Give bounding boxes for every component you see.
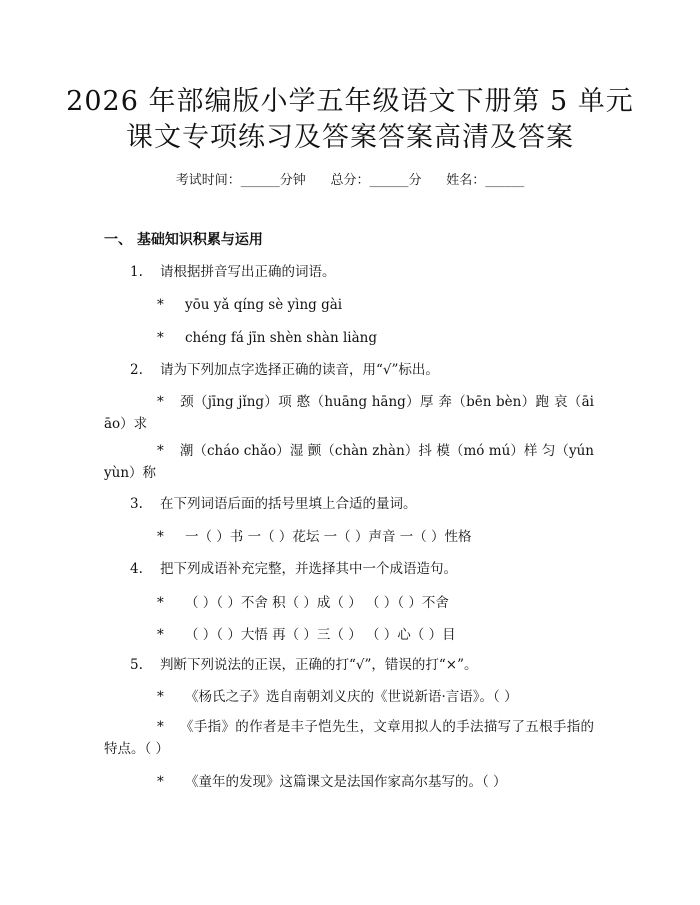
question-number: 5. <box>130 657 143 673</box>
question-text: 请根据拼音写出正确的词语。 <box>160 264 336 280</box>
question-text: 判断下列说法的正误，正确的打“√”，错误的打“×”。 <box>160 657 478 673</box>
bullet: * <box>157 297 164 313</box>
pronunciation-item <box>104 440 594 484</box>
bullet: * <box>157 394 164 410</box>
pinyin-item: yōu yǎ qíng sè yìng gài <box>185 297 343 313</box>
true-false-text: 《手指》的作者是丰子恺先生，文章用拟人的手法描写了五根手指的特点。（ ） <box>104 719 594 757</box>
question-number: 3. <box>130 496 143 512</box>
bullet: * <box>157 330 164 346</box>
question-text: 把下列成语补充完整，并选择其中一个成语造句。 <box>160 561 457 577</box>
pinyin-item: chéng fá jīn shèn shàn liàng <box>185 330 377 346</box>
bullet: * <box>157 774 164 790</box>
true-false-item <box>104 716 594 760</box>
true-false-item: 《杨氏之子》选自南朝刘义庆的《世说新语·言语》。（ ） <box>185 689 518 705</box>
bullet: * <box>157 719 164 735</box>
section-heading: 一、 基础知识积累与运用 <box>104 232 263 248</box>
bullet: * <box>157 689 164 705</box>
pronunciation-text: 颈（jīng jǐng）项 憨（huāng hāng）厚 奔（bēn bèn）跑 哀（āi āo）求 <box>104 394 594 432</box>
question-number: 2. <box>130 362 143 378</box>
document-title-line-1: 2026 年部编版小学五年级语文下册第 5 单元 <box>66 86 634 117</box>
question-text: 请为下列加点字选择正确的读音，用“√”标出。 <box>160 362 439 378</box>
true-false-item: 《童年的发现》这篇课文是法国作家高尔基写的。（ ） <box>185 774 507 790</box>
pronunciation-item <box>104 391 594 435</box>
exam-info: 考试时间：______分钟 总分：______分 姓名：______ <box>175 173 525 188</box>
question-text: 在下列词语后面的括号里填上合适的量词。 <box>160 496 417 512</box>
question-number: 4. <box>130 561 143 577</box>
bullet: * <box>157 443 164 459</box>
question-number: 1. <box>130 264 143 280</box>
idiom-item: （ ）（ ）大悟 再（ ）三（ ） （ ）心（ ）目 <box>185 627 456 643</box>
measure-word-item: 一（ ）书 一（ ）花坛 一（ ）声音 一（ ）性格 <box>185 529 472 545</box>
pronunciation-text: 潮（cháo chǎo）湿 颤（chàn zhàn）抖 模（mó mú）样 匀（yún yùn）称 <box>104 443 594 481</box>
bullet: * <box>157 529 164 545</box>
bullet: * <box>157 627 164 643</box>
document-title-line-2: 课文专项练习及答案答案高清及答案 <box>126 122 574 153</box>
bullet: * <box>157 595 164 611</box>
idiom-item: （ ）（ ）不舍 积（ ）成（ ） （ ）（ ）不舍 <box>185 595 449 611</box>
